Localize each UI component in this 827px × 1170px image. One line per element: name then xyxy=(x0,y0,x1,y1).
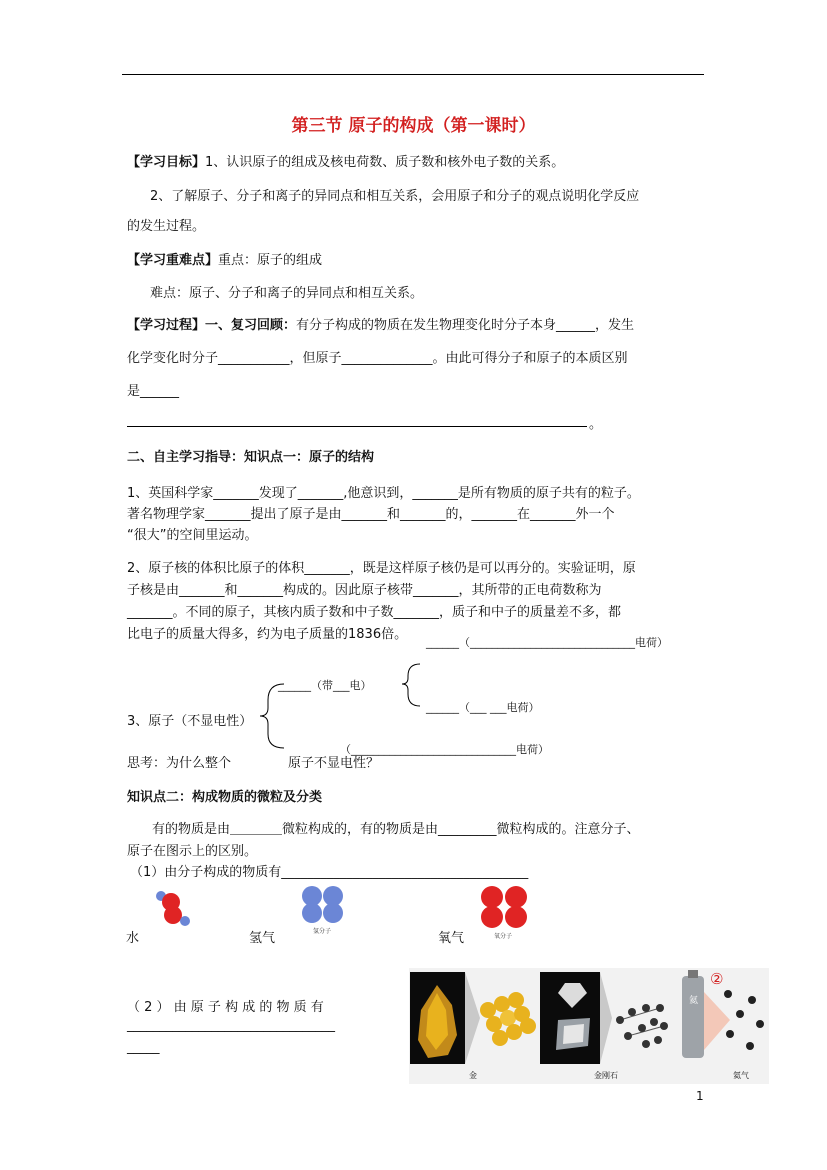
tank-label: 氦 xyxy=(689,996,699,1006)
section3-heading: 知识点二：构成物质的微粒及分类 xyxy=(127,790,323,805)
section2-p1c: “很大”的空间里运动。 xyxy=(127,528,258,543)
section3-p1b: 原子在图示上的区别。 xyxy=(127,844,258,859)
goals-item-2b: 的发生过程。 xyxy=(127,219,206,234)
difficulty-hard: 难点：原子、分子和离子的异同点和相互关系。 xyxy=(150,286,424,301)
diamond-caption: 金刚石 xyxy=(594,1071,618,1080)
review-label: 一、复习回顾： xyxy=(205,318,297,333)
page-title: 第三节 原子的构成（第一课时） xyxy=(291,116,536,136)
difficulty-key: 重点：原子的组成 xyxy=(218,253,323,268)
oxygen-label: 氧气 xyxy=(438,931,465,946)
section2-p1b: 著名物理学家_______提出了原子是由_______和_______的，_______在_______外一个 xyxy=(127,507,615,522)
hydrogen-label: 氢气 xyxy=(249,931,276,946)
diagram-middle: ______（___ ___电荷） xyxy=(426,701,540,714)
water-label: 水 xyxy=(126,931,140,946)
question-2-line-3: _____ xyxy=(127,1040,160,1055)
circled-number: ② xyxy=(710,970,724,988)
difficulty-label: 【学习重难点】 xyxy=(127,253,219,268)
question-1: （1）由分子构成的物质有______________________________________ xyxy=(130,865,529,880)
process-text-2: 化学变化时分子___________，但原子______________。由此可得分子和原子的本质区别 xyxy=(127,351,628,366)
goals-item-2a: 2、了解原子、分子和离子的异同点和相互关系，会用原子和分子的观点说明化学反应 xyxy=(150,189,640,204)
section2-heading: 二、自主学习指导：知识点一：原子的结构 xyxy=(127,450,375,465)
process-text-1: 有分子构成的物质在发生物理变化时分子本身______，发生 xyxy=(296,318,635,333)
diagram-nucleus: ______（带___电） xyxy=(278,679,372,692)
gas-tank-icon xyxy=(682,976,704,1058)
process-text-3: 是______ xyxy=(127,384,180,399)
gold-caption: 金 xyxy=(469,1071,477,1080)
neon-caption: 氦气 xyxy=(733,1071,749,1080)
diagram-top: ______（______________________________电荷） xyxy=(426,636,668,649)
process-text-4-end: 。 xyxy=(589,417,603,432)
section2-p1a: 1、英国科学家_______发现了_______,他意识到，_______是所有物质的原子共有的粒子。 xyxy=(127,486,640,501)
diagram-bottom: （______________________________电荷） xyxy=(340,743,549,756)
diagram-atom: 3、原子（不显电性） xyxy=(127,714,253,729)
section2-p2d: 比电子的质量大得多，约为电子质量的1836倍。 xyxy=(127,627,408,642)
question-2-line-2: ________________________________ xyxy=(127,1018,335,1033)
process-label: 【学习过程】 xyxy=(127,318,206,333)
page-number: 1 xyxy=(696,1089,704,1103)
section3-p1a: 有的物质是由＿＿＿＿微粒构成的，有的物质是由_________微粒构成的。注意分子、 xyxy=(152,822,640,837)
goals-label: 【学习目标】 xyxy=(127,155,206,170)
section2-p2c: _______。不同的原子，其核内质子数和中子数_______，质子和中子的质量差不多，都 xyxy=(127,605,622,620)
think-a: 思考：为什么整个 xyxy=(127,756,232,771)
goals-item-1: 1、认识原子的组成及核电荷数、质子数和核外电子数的关系。 xyxy=(205,155,565,170)
section2-p2b: 子核是由_______和_______构成的。因此原子核带_______，其所带的正电荷数称为 xyxy=(127,583,602,598)
section2-p2a: 2、原子核的体积比原子的体积_______，既是这样原子核仍是可以再分的。实验证明，原 xyxy=(127,561,636,576)
question-2: （ 2 ） 由 原 子 构 成 的 物 质 有 xyxy=(127,1000,324,1015)
h2-caption: 氢分子 xyxy=(313,928,332,935)
o2-caption: 氧分子 xyxy=(494,933,513,940)
think-b: 原子不显电性？ xyxy=(288,756,380,771)
